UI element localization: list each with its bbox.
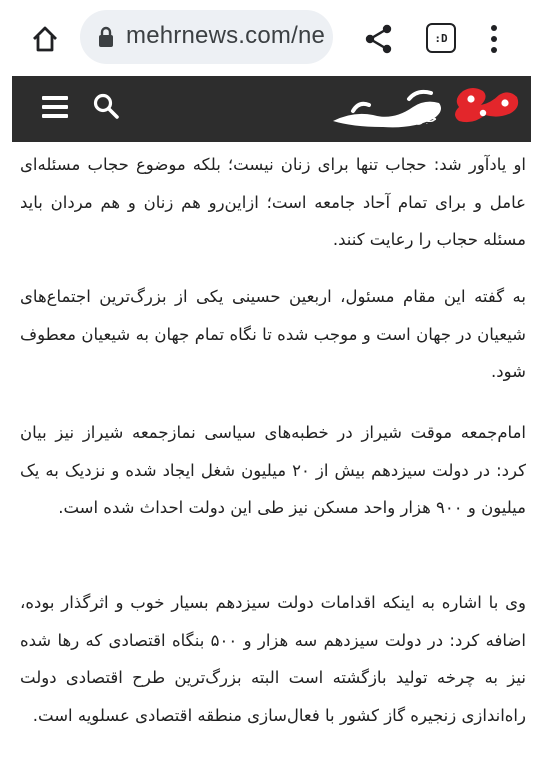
more-vert-icon-dot xyxy=(491,47,497,53)
home-icon xyxy=(30,24,60,54)
share-button[interactable] xyxy=(362,22,396,56)
url-text: mehrnews.com/ne xyxy=(126,22,326,49)
more-vert-icon-dot xyxy=(491,25,497,31)
address-bar[interactable] xyxy=(80,10,333,64)
more-vert-icon-dot xyxy=(491,36,497,42)
tab-switcher-button[interactable] xyxy=(426,23,456,53)
mehr-logo[interactable] xyxy=(313,81,523,137)
search-icon xyxy=(92,92,120,120)
logo-tagline: خبرگزاری xyxy=(384,112,437,125)
more-options-button[interactable] xyxy=(484,22,504,56)
search-button[interactable] xyxy=(92,92,120,120)
hamburger-menu-icon[interactable] xyxy=(42,96,68,118)
mehr-logo-mark xyxy=(313,81,523,137)
share-icon xyxy=(362,22,396,56)
tab-switcher-label: :D xyxy=(434,31,448,45)
lock-icon xyxy=(96,26,116,48)
article-paragraph: به گفته این مقام مسئول، اربعین حسینی یکی از بزرگ‌ترین اجتماع‌های شیعیان در جهان است و موجب شده تا نگاه تمام جهان به شیعیان معطوف شود. xyxy=(20,287,526,381)
article-paragraph: وی با اشاره به اینکه اقدامات دولت سیزدهم بسیار خوب و اثرگذار بوده، اضافه کرد: در دولت سیزدهم سه هزار و ۵۰۰ بنگاه اقتصادی که رها شده نیز به چرخه تولید بازگشته است البته بزرگ‌ترین طرح اقتصادی دولت راه‌اندازی زنجیره گاز کشور با فعال‌سازی منطقه اقتصادی عسلویه است. xyxy=(20,593,526,725)
home-button[interactable] xyxy=(26,20,64,58)
article-paragraph: امام‌جمعه موقت شیراز در خطبه‌های سیاسی نمازجمعه شیراز نیز بیان کرد: در دولت سیزدهم بیش از ۲۰ میلیون شغل ایجاد شده و نزدیک به یک میلیون و ۹۰۰ هزار واحد مسکن نیز طی این دولت احداث شده است. xyxy=(20,423,526,517)
article-paragraph: او یادآور شد: حجاب تنها برای زنان نیست؛ بلکه موضوع حجاب مسئله‌ای عامل و برای تمام آحاد جامعه است؛ ازاین‌رو هم زنان و هم مردان باید مسئله حجاب را رعایت کنند. xyxy=(20,155,526,249)
site-header xyxy=(12,76,531,142)
browser-toolbar xyxy=(0,0,543,76)
